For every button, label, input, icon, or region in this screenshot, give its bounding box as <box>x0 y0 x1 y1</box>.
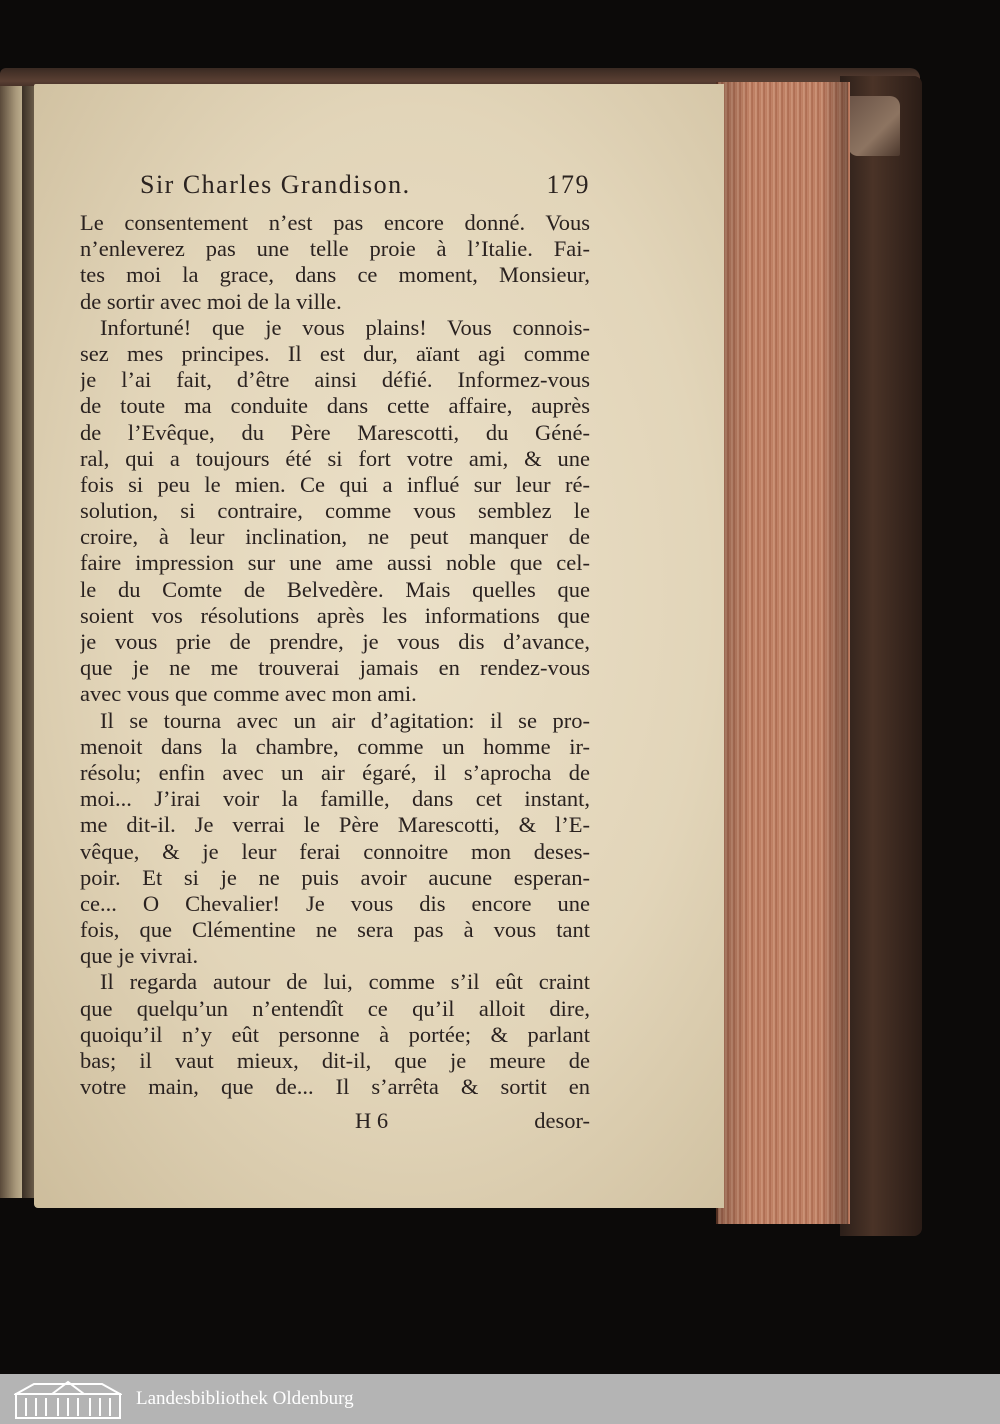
text-line: fois, que Clémentine ne sera pas à vous tant <box>80 917 590 943</box>
running-head-title: Sir Charles Grandison. <box>140 170 411 199</box>
text-line: moi... J’irai voir la famille, dans cet instant, <box>80 786 590 812</box>
text-line: Le consentement n’est pas encore donné. Vous <box>80 210 590 235</box>
page-number: 179 <box>546 170 590 199</box>
page-body-text <box>80 210 590 1100</box>
text-line: Il regarda autour de lui, comme s’il eût craint <box>100 969 590 995</box>
text-line: résolu; enfin avec un air égaré, il s’aprocha de <box>80 759 590 785</box>
text-line: de l’Evêque, du Père Marescotti, du Géné- <box>80 419 590 445</box>
text-line: n’enleverez pas une telle proie à l’Italie. Fai- <box>80 236 590 262</box>
text-line: que je ne me trouverai jamais en rendez-vous <box>80 655 590 681</box>
text-line: solution, si contraire, comme vous semblez le <box>80 498 590 524</box>
library-name: Landesbibliothek Oldenburg <box>136 1388 354 1409</box>
text-line: avec vous que comme avec mon ami. <box>80 681 417 707</box>
text-line: poir. Et si je ne puis avoir aucune esperan- <box>80 864 590 890</box>
text-line: de toute ma conduite dans cette affaire, auprès <box>80 393 590 419</box>
page-footer-line <box>80 1108 590 1138</box>
text-line: ral, qui a toujours été si fort votre ami, & une <box>80 445 590 471</box>
text-line: Il se tourna avec un air d’agitation: il se pro- <box>100 707 590 733</box>
text-line: vêque, & je leur ferai connoitre mon deses- <box>80 838 590 864</box>
text-line: Infortuné! que je vous plains! Vous connois- <box>100 314 590 340</box>
cover-corner-leather <box>848 96 900 156</box>
text-line: croire, à leur inclination, ne peut manquer de <box>80 524 590 550</box>
text-line: tes moi la grace, dans ce moment, Monsieur, <box>80 262 590 288</box>
text-line: menoit dans la chambre, comme un homme ir- <box>80 733 590 759</box>
catchword: desor- <box>534 1108 590 1133</box>
text-line: je l’ai fait, d’être ainsi défié. Informez-vous <box>80 367 590 393</box>
library-building-icon <box>14 1380 122 1420</box>
printer-signature: H 6 <box>355 1108 389 1133</box>
page-edges-shading <box>716 82 848 1224</box>
text-line: faire impression sur une ame aussi noble que cel- <box>80 550 590 576</box>
text-line: bas; il vaut mieux, dit-il, que je meure de <box>80 1048 590 1073</box>
text-line: je vous prie de prendre, je vous dis d’avance, <box>80 629 590 654</box>
text-line: le du Comte de Belvedère. Mais quelles que <box>80 576 590 602</box>
text-line: quoiqu’il n’y eût personne à portée; & parlant <box>80 1021 590 1047</box>
text-line: que quelqu’un n’entendît ce qu’il alloit dire, <box>80 995 590 1021</box>
text-line: que je vivrai. <box>80 943 199 969</box>
text-line: votre main, que de... Il s’arrêta & sortit en <box>80 1074 590 1100</box>
text-line: fois si peu le mien. Ce qui a influé sur leur ré- <box>80 471 590 497</box>
library-footer-bar <box>0 1374 1000 1424</box>
text-line: soient vos résolutions après les informations que <box>80 602 590 628</box>
text-line: de sortir avec moi de la ville. <box>80 288 342 314</box>
running-head <box>140 170 590 206</box>
text-line: sez mes principes. Il est dur, aïant agi comme <box>80 340 590 366</box>
text-line: me dit-il. Je verrai le Père Marescotti, & l’E- <box>80 812 590 838</box>
book-cover-right <box>840 76 922 1236</box>
text-line: ce... O Chevalier! Je vous dis encore une <box>80 890 590 916</box>
